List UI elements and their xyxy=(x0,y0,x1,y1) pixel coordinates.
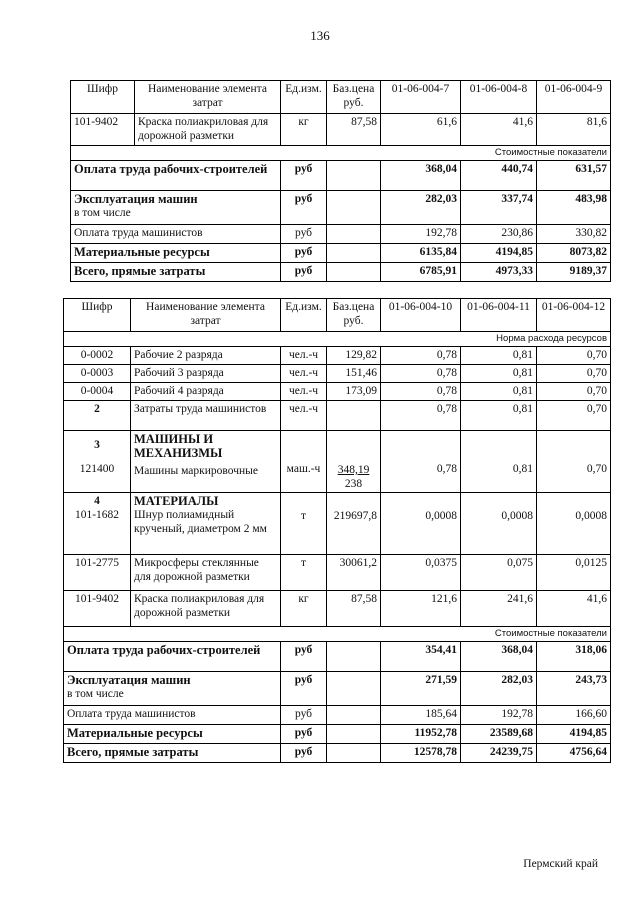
header-code-col-3: 01-06-004-9 xyxy=(537,81,611,114)
cost-value-3: 243,73 xyxy=(537,672,611,706)
cost-value-2: 368,04 xyxy=(461,642,537,672)
row-code xyxy=(64,493,131,555)
row-name: Рабочий 3 разряда xyxy=(131,365,281,383)
empty-cell xyxy=(327,725,381,744)
cost-unit: руб xyxy=(281,744,327,763)
cost-value-1: 11952,78 xyxy=(381,725,461,744)
row-value-3: 0,70 xyxy=(537,347,611,365)
cost-unit: руб xyxy=(281,642,327,672)
cost-unit: руб xyxy=(281,191,327,225)
row-code: 101-9402 xyxy=(71,114,135,146)
cost-value-1: 368,04 xyxy=(381,161,461,191)
cost-label xyxy=(64,672,281,706)
table-row xyxy=(64,383,611,401)
footer-region: Пермский край xyxy=(523,858,598,870)
header-code: Шифр xyxy=(64,299,131,332)
cost-unit: руб xyxy=(281,161,327,191)
row-unit: чел.-ч xyxy=(281,383,327,401)
row-price: 129,82 xyxy=(327,347,381,365)
row-value-2: 0,81 xyxy=(461,431,537,493)
row-value-1: 0,0375 xyxy=(381,555,461,591)
price-main: 348,19 xyxy=(337,464,370,476)
cost-value-3: 4194,85 xyxy=(537,725,611,744)
row-value-3: 41,6 xyxy=(537,591,611,627)
cost-value-1: 6135,84 xyxy=(381,244,461,263)
row-unit: чел.-ч xyxy=(281,401,327,431)
cost-row xyxy=(64,672,611,706)
row-value-1: 0,0008 xyxy=(381,493,461,555)
cost-label-sub: в том числе xyxy=(74,207,131,219)
row-price: 173,09 xyxy=(327,383,381,401)
row-code: 2 xyxy=(64,401,131,431)
row-value-3: 0,70 xyxy=(537,401,611,431)
machine-code: 121400 xyxy=(79,463,115,475)
resource-table-2 xyxy=(63,298,611,763)
cost-value-1: 354,41 xyxy=(381,642,461,672)
section-title: МАШИНЫ И МЕХАНИЗМЫ xyxy=(134,432,223,460)
cost-unit: руб xyxy=(281,244,327,263)
cost-value-1: 192,78 xyxy=(381,225,461,244)
row-value-2: 0,0008 xyxy=(461,493,537,555)
cost-label: Оплата труда рабочих-строителей xyxy=(64,642,281,672)
cost-note: Стоимостные показатели xyxy=(64,627,611,642)
cost-unit: руб xyxy=(281,225,327,244)
resource-table-1 xyxy=(70,80,611,282)
row-code xyxy=(64,431,131,493)
row-price: 219697,8 xyxy=(327,493,381,555)
row-unit: т xyxy=(281,555,327,591)
row-value-2: 0,81 xyxy=(461,383,537,401)
cost-label xyxy=(71,191,281,225)
row-name: Краска полиакриловая для дорожной разметки xyxy=(131,591,281,627)
row-code: 101-9402 xyxy=(64,591,131,627)
cost-unit: руб xyxy=(281,706,327,725)
header-unit: Ед.изм. xyxy=(281,81,327,114)
cost-value-2: 440,74 xyxy=(461,161,537,191)
cost-value-3: 330,82 xyxy=(537,225,611,244)
row-price: 30061,2 xyxy=(327,555,381,591)
empty-cell xyxy=(327,244,381,263)
section-code: 3 xyxy=(94,439,100,451)
row-value-3: 0,0008 xyxy=(537,493,611,555)
row-name xyxy=(131,493,281,555)
row-value-3: 0,0125 xyxy=(537,555,611,591)
cost-row xyxy=(64,706,611,725)
table-row xyxy=(64,365,611,383)
section-title: МАТЕРИАЛЫ xyxy=(134,494,219,508)
row-unit: т xyxy=(281,493,327,555)
table-row xyxy=(64,591,611,627)
cost-label: Оплата труда рабочих-строителей xyxy=(71,161,281,191)
row-name: Рабочий 4 разряда xyxy=(131,383,281,401)
row-code: 0-0002 xyxy=(64,347,131,365)
row-value-1: 0,78 xyxy=(381,383,461,401)
cost-row xyxy=(64,725,611,744)
row-value-2: 0,81 xyxy=(461,365,537,383)
cost-row xyxy=(71,225,611,244)
row-price: 87,58 xyxy=(327,591,381,627)
cost-label: Оплата труда машинистов xyxy=(64,706,281,725)
header-base-price: Баз.цена руб. xyxy=(327,299,381,332)
cost-value-2: 282,03 xyxy=(461,672,537,706)
row-price xyxy=(327,431,381,493)
row-value-2: 0,81 xyxy=(461,347,537,365)
header-code-col-2: 01-06-004-8 xyxy=(461,81,537,114)
cost-value-3: 483,98 xyxy=(537,191,611,225)
cost-unit: руб xyxy=(281,672,327,706)
empty-cell xyxy=(327,263,381,282)
row-code: 101-2775 xyxy=(64,555,131,591)
cost-value-3: 8073,82 xyxy=(537,244,611,263)
row-name: Микросферы стеклянные для дорожной разметки xyxy=(131,555,281,591)
row-value-3: 81,6 xyxy=(537,114,611,146)
section-note: Стоимостные показатели xyxy=(71,146,611,161)
cost-value-1: 12578,78 xyxy=(381,744,461,763)
cost-value-1: 185,64 xyxy=(381,706,461,725)
header-code-col-1: 01-06-004-7 xyxy=(381,81,461,114)
material-name: Шнур полиамидный крученый, диаметром 2 мм xyxy=(134,509,267,535)
table-row xyxy=(64,431,611,493)
section-note: Норма расхода ресурсов xyxy=(64,332,611,347)
row-unit: чел.-ч xyxy=(281,347,327,365)
row-value-1: 0,78 xyxy=(381,401,461,431)
cost-value-2: 230,86 xyxy=(461,225,537,244)
cost-value-3: 318,06 xyxy=(537,642,611,672)
empty-cell xyxy=(327,672,381,706)
row-code: 0-0003 xyxy=(64,365,131,383)
cost-value-1: 271,59 xyxy=(381,672,461,706)
empty-cell xyxy=(327,706,381,725)
header-name: Наименование элемента затрат xyxy=(131,299,281,332)
empty-cell xyxy=(327,191,381,225)
row-value-1: 0,78 xyxy=(381,347,461,365)
cost-value-2: 4973,33 xyxy=(461,263,537,282)
cost-label: Всего, прямые затраты xyxy=(71,263,281,282)
empty-cell xyxy=(327,161,381,191)
cost-value-3: 4756,64 xyxy=(537,744,611,763)
row-value-3: 0,70 xyxy=(537,365,611,383)
row-unit: кг xyxy=(281,591,327,627)
cost-row xyxy=(71,161,611,191)
row-value-2: 41,6 xyxy=(461,114,537,146)
empty-cell xyxy=(327,642,381,672)
table-row xyxy=(64,555,611,591)
row-code: 0-0004 xyxy=(64,383,131,401)
row-unit: кг xyxy=(281,114,327,146)
row-value-1: 61,6 xyxy=(381,114,461,146)
cost-row xyxy=(64,744,611,763)
section-code: 4 xyxy=(94,495,100,507)
cost-unit: руб xyxy=(281,263,327,282)
cost-label-main: Эксплуатация машин xyxy=(74,192,198,206)
cost-label: Материальные ресурсы xyxy=(71,244,281,263)
header-code-col-3: 01-06-004-12 xyxy=(537,299,611,332)
header-name: Наименование элемента затрат xyxy=(135,81,281,114)
row-value-3: 0,70 xyxy=(537,383,611,401)
page-number: 136 xyxy=(310,28,330,43)
machine-name: Машины маркировочные xyxy=(134,465,258,477)
cost-row xyxy=(71,244,611,263)
row-unit: чел.-ч xyxy=(281,365,327,383)
row-name: Краска полиакриловая для дорожной разметки xyxy=(135,114,281,146)
table-row xyxy=(64,401,611,431)
cost-unit: руб xyxy=(281,725,327,744)
row-name: Затраты труда машинистов xyxy=(131,401,281,431)
row-value-1: 121,6 xyxy=(381,591,461,627)
empty-cell xyxy=(327,744,381,763)
empty-cell xyxy=(327,225,381,244)
cost-label-sub: в том числе xyxy=(67,688,124,700)
cost-row xyxy=(71,263,611,282)
material-code: 101-1682 xyxy=(74,509,120,521)
cost-value-2: 24239,75 xyxy=(461,744,537,763)
cost-value-3: 631,57 xyxy=(537,161,611,191)
cost-value-3: 9189,37 xyxy=(537,263,611,282)
cost-value-3: 166,60 xyxy=(537,706,611,725)
cost-value-2: 192,78 xyxy=(461,706,537,725)
header-unit: Ед.изм. xyxy=(281,299,327,332)
cost-label: Оплата труда машинистов xyxy=(71,225,281,244)
row-value-2: 241,6 xyxy=(461,591,537,627)
row-name: Рабочие 2 разряда xyxy=(131,347,281,365)
cost-row xyxy=(71,191,611,225)
row-value-2: 0,075 xyxy=(461,555,537,591)
row-unit: маш.-ч xyxy=(281,431,327,493)
row-value-3: 0,70 xyxy=(537,431,611,493)
header-code: Шифр xyxy=(71,81,135,114)
header-code-col-2: 01-06-004-11 xyxy=(461,299,537,332)
header-base-price: Баз.цена руб. xyxy=(327,81,381,114)
cost-value-1: 6785,91 xyxy=(381,263,461,282)
cost-label: Всего, прямые затраты xyxy=(64,744,281,763)
header-code-col-1: 01-06-004-10 xyxy=(381,299,461,332)
row-price: 87,58 xyxy=(327,114,381,146)
cost-value-2: 4194,85 xyxy=(461,244,537,263)
table-row xyxy=(64,493,611,555)
row-name xyxy=(131,431,281,493)
cost-value-1: 282,03 xyxy=(381,191,461,225)
cost-label: Материальные ресурсы xyxy=(64,725,281,744)
cost-label-main: Эксплуатация машин xyxy=(67,673,191,687)
cost-value-2: 337,74 xyxy=(461,191,537,225)
row-price xyxy=(327,401,381,431)
table-row xyxy=(64,347,611,365)
row-price: 151,46 xyxy=(327,365,381,383)
cost-value-2: 23589,68 xyxy=(461,725,537,744)
price-sub: 238 xyxy=(344,478,363,490)
row-value-1: 0,78 xyxy=(381,431,461,493)
cost-row xyxy=(64,642,611,672)
row-value-2: 0,81 xyxy=(461,401,537,431)
table-row xyxy=(71,114,611,146)
row-value-1: 0,78 xyxy=(381,365,461,383)
